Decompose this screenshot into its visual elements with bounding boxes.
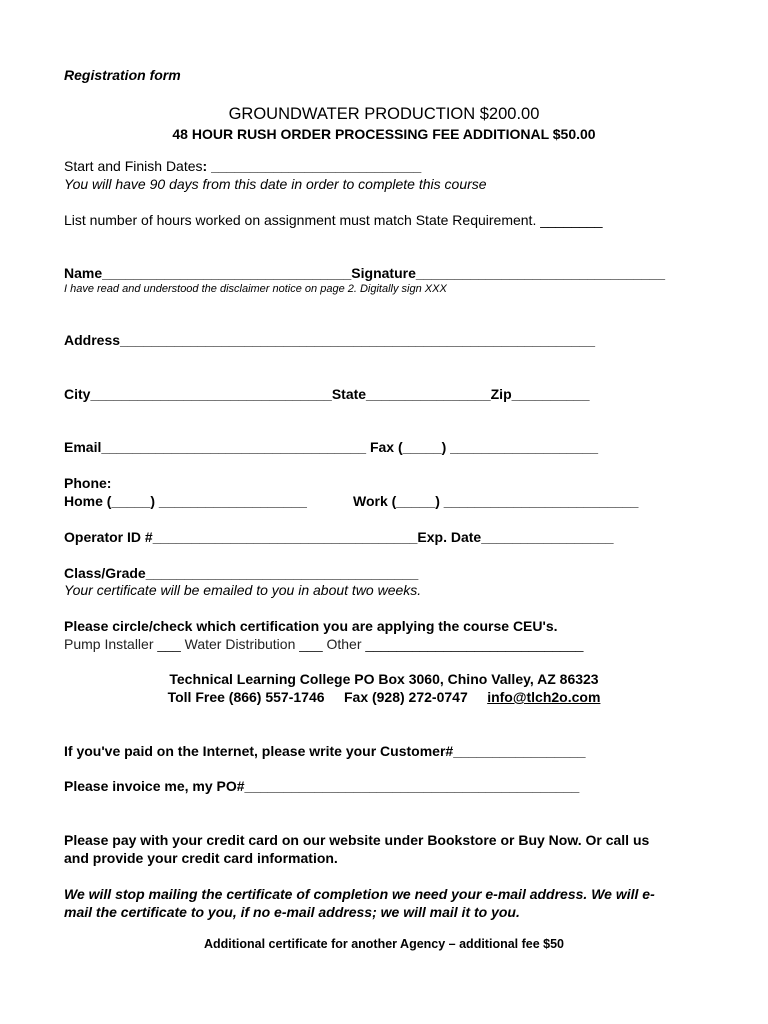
disclaimer-note: I have read and understood the disclaimer notice on page 2. Digitally sign XXX bbox=[64, 283, 447, 295]
phone-label: Phone: bbox=[64, 475, 112, 491]
certification-prompt: Please circle/check which certification you are applying the course CEU's. bbox=[64, 618, 558, 634]
work-phone-field[interactable]: Work (_____) _________________________ bbox=[353, 493, 639, 509]
dates-field[interactable] bbox=[64, 158, 421, 174]
dates-blank[interactable]: : ___________________________ bbox=[202, 158, 422, 174]
college-address: Technical Learning College PO Box 3060, Chino Valley, AZ 86323 bbox=[169, 671, 599, 687]
form-label: Registration form bbox=[64, 67, 181, 83]
city-state-zip-field[interactable]: City_______________________________State________________Zip__________ bbox=[64, 386, 590, 402]
customer-number-field[interactable]: If you've paid on the Internet, please write your Customer#_________________ bbox=[64, 743, 586, 759]
class-grade-field[interactable]: Class/Grade___________________________________ bbox=[64, 565, 419, 581]
rush-fee-heading: 48 HOUR RUSH ORDER PROCESSING FEE ADDITIONAL $50.00 bbox=[172, 126, 596, 142]
course-title: GROUNDWATER PRODUCTION $200.00 bbox=[228, 105, 540, 123]
mailing-note-line1: We will stop mailing the certificate of completion we need your e-mail address. We will e- bbox=[64, 886, 655, 902]
credit-card-line2: and provide your credit card information. bbox=[64, 850, 338, 866]
dates-note: You will have 90 days from this date in order to complete this course bbox=[64, 176, 487, 192]
operator-id-field[interactable]: Operator ID #__________________________________Exp. Date_________________ bbox=[64, 529, 614, 545]
additional-certificate-fee: Additional certificate for another Agency – additional fee $50 bbox=[203, 937, 565, 951]
dates-label: Start and Finish Dates bbox=[64, 158, 203, 174]
credit-card-line1: Please pay with your credit card on our website under Bookstore or Buy Now. Or call us bbox=[64, 832, 650, 848]
college-email-link[interactable]: info@tlch2o.com bbox=[487, 689, 601, 705]
mailing-note-line2: mail the certificate to you, if no e-mail address; we will mail it to you. bbox=[64, 904, 520, 920]
college-contact bbox=[0, 689, 768, 705]
po-number-field[interactable]: Please invoice me, my PO#___________________________________________ bbox=[64, 778, 580, 794]
email-fax-field[interactable]: Email__________________________________ Fax (_____) ___________________ bbox=[64, 439, 599, 455]
home-phone-field[interactable]: Home (_____) ___________________ bbox=[64, 493, 307, 509]
certification-options[interactable]: Pump Installer ___ Water Distribution ___ Other ____________________________ bbox=[64, 636, 584, 652]
name-signature-field[interactable]: Name________________________________Signature________________________________ bbox=[64, 265, 666, 281]
hours-field[interactable]: List number of hours worked on assignment must match State Requirement. ________ bbox=[64, 212, 603, 228]
certificate-note: Your certificate will be emailed to you in about two weeks. bbox=[64, 582, 422, 598]
address-field[interactable]: Address_____________________________________________________________ bbox=[64, 332, 595, 348]
college-phone-fax: Toll Free (866) 557-1746 Fax (928) 272-0747 bbox=[167, 689, 488, 705]
